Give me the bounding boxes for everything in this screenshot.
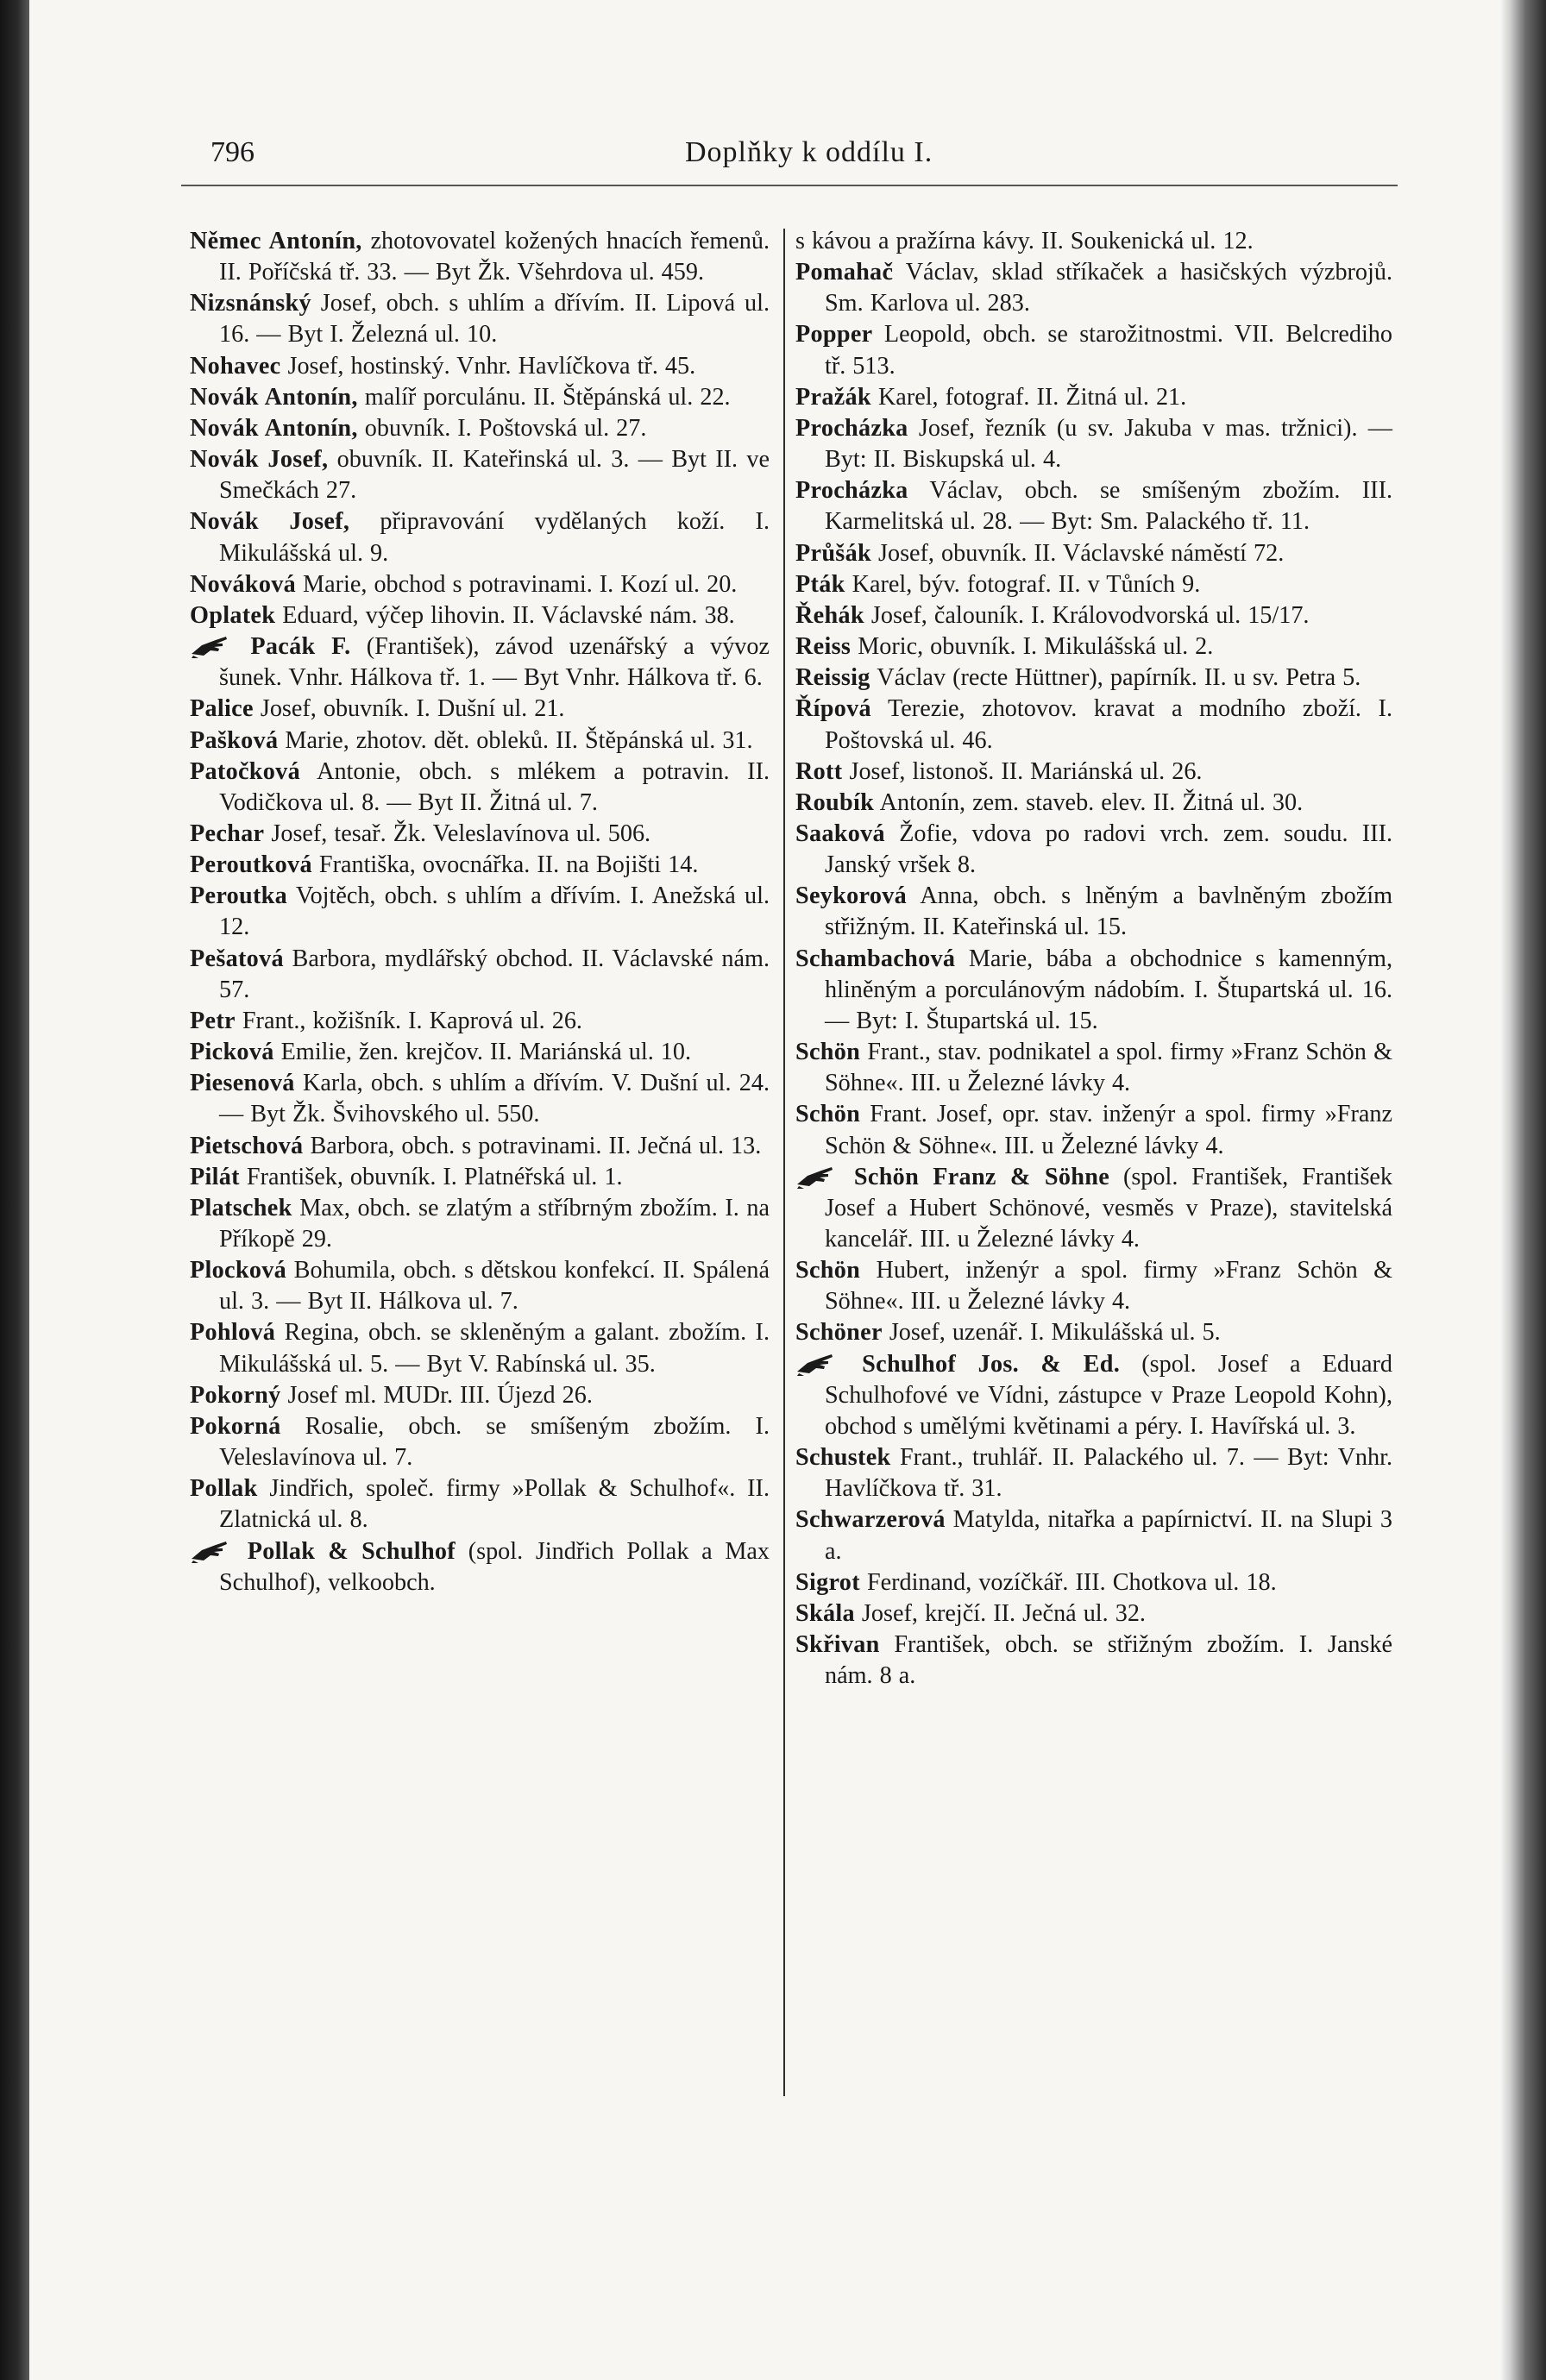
header-rule (181, 185, 1398, 186)
directory-entry (190, 444, 770, 506)
directory-entry (795, 788, 1392, 819)
entry-details: Josef, uzenář. I. Mikulášská ul. 5. (889, 1319, 1221, 1347)
entry-details: Karel, býv. fotograf. II. v Tůních 9. (852, 570, 1201, 598)
entry-details: Barbora, obch. s potravinami. II. Ječná ul. 13. (310, 1132, 762, 1159)
entry-name: Procházka (795, 414, 908, 442)
directory-entry (795, 1630, 1392, 1692)
entry-details: Antonín, zem. staveb. elev. II. Žitná ul. 30. (879, 788, 1304, 816)
directory-entry (795, 757, 1392, 788)
entry-details: Josef, hostinský. Vnhr. Havlíčkova tř. 45. (287, 352, 696, 380)
entry-name: Reissig (795, 664, 870, 692)
scan-shadow-right (1501, 0, 1546, 2380)
entry-details: Jindřich, společ. firmy »Pollak & Schulhof«. II. Zlatnická ul. 8. (219, 1475, 770, 1534)
entry-details: obuvník. II. Kateřinská ul. 3. — Byt II. ve Smečkách 27. (219, 446, 770, 505)
entry-details: připravování vydělaných koží. I. Mikulášská ul. 9. (219, 508, 770, 567)
entry-name: Průšák (795, 539, 871, 567)
running-head (211, 129, 1418, 181)
entry-name: Rott (795, 757, 843, 785)
entry-details: Regina, obch. se skleněným a galant. zbožím. I. Mikulášská ul. 5. — Byt V. Rabínská ul. 35. (219, 1319, 770, 1378)
entry-name: Nizsnánský (190, 290, 311, 317)
directory-entry (190, 1255, 770, 1317)
entry-name: Platschek (190, 1194, 292, 1221)
entry-name: Schön (795, 1039, 861, 1066)
entry-name: Novák Josef, (190, 446, 329, 474)
entry-name: Pokorná (190, 1412, 281, 1440)
directory-entry (795, 1567, 1392, 1598)
directory-entry (795, 881, 1392, 943)
entry-details: František, obuvník. I. Platnéřská ul. 1. (246, 1163, 623, 1190)
directory-entry (190, 757, 770, 819)
directory-entry (190, 600, 770, 631)
entry-details: Josef, listonoš. II. Mariánská ul. 26. (849, 757, 1203, 785)
entry-name: Novák Antonín, (190, 414, 358, 442)
directory-entry (190, 850, 770, 881)
entry-name: Reiss (795, 633, 852, 661)
directory-entry (190, 1193, 770, 1255)
entry-name: Schambachová (795, 945, 956, 972)
directory-entry (190, 382, 770, 413)
entry-name: Pietschová (190, 1132, 304, 1159)
directory-entry (795, 1442, 1392, 1504)
directory-entry (795, 257, 1392, 319)
entry-details: Václav, sklad stříkaček a hasičských výzbrojů. Sm. Karlova ul. 283. (825, 259, 1393, 317)
directory-entry (190, 1068, 770, 1130)
entry-details: Antonie, obch. s mlékem a potravin. II. Vodičkova ul. 8. — Byt II. Žitná ul. 7. (219, 757, 770, 816)
entry-name: Schöner (795, 1319, 883, 1347)
entry-name: Schustek (795, 1444, 891, 1472)
entry-details: Vojtěch, obch. s uhlím a dřívím. I. Anežská ul. 12. (219, 882, 770, 941)
entry-name: Novák Josef, (190, 508, 350, 536)
directory-entry (190, 1473, 770, 1535)
directory-entry (795, 413, 1392, 475)
entry-details: (spol. František, František Josef a Hubert Schönové, vesměs v Praze), stavitelská kancelář. III. u Železné lávky 4. (825, 1163, 1393, 1253)
entry-name: Pták (795, 570, 845, 598)
entry-name: Sigrot (795, 1568, 860, 1596)
directory-entry (795, 631, 1392, 663)
entry-name: Saaková (795, 819, 885, 847)
directory-entry (795, 1504, 1392, 1567)
scan-shadow-left (0, 0, 29, 2380)
directory-entry (795, 475, 1392, 537)
entry-name: Pokorný (190, 1381, 281, 1409)
directory-entry (795, 1162, 1392, 1255)
pointing-hand-icon (190, 633, 229, 659)
directory-entry (795, 319, 1392, 381)
entry-details: Josef ml. MUDr. III. Újezd 26. (287, 1381, 593, 1409)
pointing-hand-icon (190, 1538, 229, 1564)
directory-entry (190, 1037, 770, 1068)
section-title: Doplňky k oddílu I. (685, 136, 933, 168)
entry-name: Piesenová (190, 1070, 295, 1097)
entry-details: Žofie, vdova po radovi vrch. zem. soudu. III. Janský vršek 8. (825, 819, 1392, 879)
entry-name: Oplatek (190, 601, 276, 629)
entry-details: zhotovovatel kožených hnacích řemenů. II. Poříčská tř. 33. — Byt Žk. Všehrdova ul. 459. (219, 228, 770, 286)
left-column (190, 226, 770, 1598)
page-number: 796 (211, 136, 255, 168)
entry-details: Max, obch. se zlatým a stříbrným zbožím. I. na Příkopě 29. (219, 1194, 770, 1253)
directory-entry (190, 1006, 770, 1037)
entry-name: Řehák (795, 601, 864, 629)
entry-details: František, obch. se střižným zbožím. I. Janské nám. 8 a. (825, 1631, 1392, 1690)
directory-entry (190, 506, 770, 568)
directory-entry (190, 413, 770, 444)
entry-details: Leopold, obch. se starožitnostmi. VII. Belcrediho tř. 513. (825, 321, 1392, 380)
directory-entry (190, 631, 770, 694)
entry-name: Novák Antonín, (190, 383, 358, 411)
entry-name: Schön Franz & Söhne (853, 1163, 1110, 1190)
entry-name: Nováková (190, 570, 296, 598)
directory-entry (795, 382, 1392, 413)
entry-name: Pollak (190, 1475, 258, 1503)
entry-name: Petr (190, 1007, 236, 1034)
entry-name: Schulhof Jos. & Ed. (862, 1350, 1121, 1378)
directory-entry (190, 288, 770, 350)
entry-details: Hubert, inženýr a spol. firmy »Franz Schön & Söhne«. III. u Železné lávky 4. (825, 1257, 1392, 1316)
entry-name: Nohavec (190, 352, 281, 380)
entry-name: Pašková (190, 726, 279, 754)
entry-details: Emilie, žen. krejčov. II. Mariánská ul. 10. (280, 1039, 692, 1066)
directory-entry (795, 1349, 1392, 1442)
entry-name: Peroutková (190, 851, 312, 879)
entry-name: Pilát (190, 1163, 240, 1190)
directory-entry (190, 226, 770, 288)
entry-details: Františka, ovocnářka. II. na Bojišti 14. (318, 851, 699, 879)
entry-details: Josef, tesař. Žk. Veleslavínova ul. 506. (271, 819, 651, 847)
entry-details: Frant., truhlář. II. Palackého ul. 7. — Byt: Vnhr. Havlíčkova tř. 31. (825, 1444, 1392, 1503)
entry-details: Josef, obuvník. I. Dušní ul. 21. (260, 695, 565, 723)
directory-entry (795, 600, 1392, 631)
entry-name: Picková (190, 1039, 274, 1066)
entry-details: Frant., kožišník. I. Kaprová ul. 26. (242, 1007, 582, 1034)
entry-details: Josef, krejčí. II. Ječná ul. 32. (861, 1599, 1146, 1627)
entry-name: Němec Antonín, (190, 228, 362, 254)
entry-details: Rosalie, obch. se smíšeným zbožím. I. Veleslavínova ul. 7. (219, 1412, 770, 1472)
entry-name: Procházka (795, 477, 908, 505)
column-divider (783, 229, 785, 2096)
entry-name: Plocková (190, 1257, 287, 1284)
entry-details: Matylda, nitařka a papírnictví. II. na Slupi 3 a. (825, 1506, 1392, 1565)
directory-entry (795, 663, 1392, 694)
directory-entry (190, 694, 770, 725)
directory-entry (190, 1411, 770, 1473)
entry-name: Palice (190, 695, 254, 723)
entry-details: (František), závod uzenářský a vývoz šunek. Vnhr. Hálkova tř. 1. — Byt Vnhr. Hálkova tř. 6. (219, 633, 770, 692)
pointing-hand-icon (795, 1351, 835, 1377)
directory-entry (795, 1255, 1392, 1317)
entry-details: Josef, čalouník. I. Královodvorská ul. 15/17. (870, 601, 1310, 629)
entry-name: Schön (795, 1257, 861, 1284)
directory-entry (190, 1380, 770, 1411)
entry-details: Ferdinand, vozíčkář. III. Chotkova ul. 18. (866, 1568, 1277, 1596)
entry-details: Marie, obchod s potravinami. I. Kozí ul. 20. (303, 570, 738, 598)
directory-entry (795, 226, 1392, 257)
directory-entry (190, 1317, 770, 1379)
directory-entry (190, 725, 770, 757)
entry-details: Karel, fotograf. II. Žitná ul. 21. (877, 383, 1187, 411)
directory-entry (795, 1037, 1392, 1099)
entry-details: Václav (recte Hüttner), papírník. II. u sv. Petra 5. (877, 664, 1361, 692)
entry-name: Pomahač (795, 259, 894, 286)
entry-name: Pohlová (190, 1319, 276, 1347)
entry-details: Václav, obch. se smíšeným zbožím. III. Karmelitská ul. 28. — Byt: Sm. Palackého tř. 11. (825, 477, 1393, 536)
entry-name: Schön (795, 1101, 861, 1128)
directory-entry (795, 1598, 1392, 1630)
entry-details: Moric, obuvník. I. Mikulášská ul. 2. (858, 633, 1214, 661)
directory-entry (190, 944, 770, 1006)
entry-details: Josef, obch. s uhlím a dřívím. II. Lipová ul. 16. — Byt I. Železná ul. 10. (219, 290, 770, 349)
directory-entry (795, 694, 1392, 756)
entry-details: Josef, obuvník. II. Václavské náměstí 72. (878, 539, 1285, 567)
entry-name: Pešatová (190, 945, 284, 972)
directory-entry (190, 569, 770, 600)
directory-entry (795, 538, 1392, 569)
entry-details: Frant. Josef, opr. stav. inženýr a spol. firmy »Franz Schön & Söhne«. III. u Železné lávky 4. (825, 1101, 1392, 1159)
directory-entry (795, 944, 1392, 1037)
entry-details: (spol. Jindřich Pollak a Max Schulhof), velkoobch. (219, 1537, 770, 1596)
directory-entry (190, 351, 770, 382)
entry-name: Pechar (190, 819, 265, 847)
entry-details: Bohumila, obch. s dětskou konfekcí. II. Spálená ul. 3. — Byt II. Hálkova ul. 7. (219, 1257, 770, 1316)
entry-details: malíř porculánu. II. Štěpánská ul. 22. (364, 383, 731, 411)
directory-entry (795, 1099, 1392, 1161)
entry-details: Frant., stav. podnikatel a spol. firmy »Franz Schön & Söhne«. III. u Železné lávky 4. (825, 1039, 1392, 1097)
entry-name: Popper (795, 321, 873, 349)
directory-entry (190, 819, 770, 850)
entry-details: Barbora, mydlářský obchod. II. Václavské nám. 57. (219, 945, 770, 1003)
directory-entry (190, 1536, 770, 1598)
entry-details: Terezie, zhotovov. kravat a modního zboží. I. Poštovská ul. 46. (825, 695, 1392, 754)
directory-entry (190, 881, 770, 943)
entry-name: Roubík (795, 788, 875, 816)
directory-entry (190, 1162, 770, 1193)
entry-name: Pollak & Schulhof (247, 1537, 456, 1565)
right-column (795, 226, 1392, 1692)
directory-entry (190, 1131, 770, 1162)
entry-details: Eduard, výčep lihovin. II. Václavské nám. 38. (282, 601, 735, 629)
directory-entry (795, 569, 1392, 600)
entry-details: Marie, bába a obchodnice s kamenným, hliněným a porculánovým nádobím. I. Štupartská ul. 16. — Byt: I. Štupartská ul. 15. (825, 945, 1392, 1034)
entry-details: (spol. Josef a Eduard Schulhofové ve Vídni, zástupce v Praze Leopold Kohn), obchod s umělými květinami a péry. I. Havířská ul. 3. (825, 1350, 1393, 1440)
entry-name: Patočková (190, 757, 300, 785)
entry-details: Karla, obch. s uhlím a dřívím. V. Dušní ul. 24. — Byt Žk. Švihovského ul. 550. (219, 1070, 770, 1128)
entry-details: Josef, řezník (u sv. Jakuba v mas. tržnici). — Byt: II. Biskupská ul. 4. (825, 414, 1392, 474)
pointing-hand-icon (795, 1164, 835, 1190)
directory-entry (795, 1317, 1392, 1348)
directory-entry (795, 819, 1392, 881)
entry-name: Řípová (795, 695, 871, 723)
entry-name: Pacák F. (250, 633, 351, 661)
entry-name: Schwarzerová (795, 1506, 946, 1534)
entry-details: s kávou a pražírna kávy. II. Soukenická ul. 12. (795, 228, 1254, 254)
entry-details: Anna, obch. s lněným a bavlněným zbožím střižným. II. Kateřinská ul. 15. (825, 882, 1392, 941)
entry-details: Marie, zhotov. dět. obleků. II. Štěpánská ul. 31. (285, 726, 753, 754)
entry-details: obuvník. I. Poštovská ul. 27. (364, 414, 647, 442)
entry-name: Skála (795, 1599, 855, 1627)
entry-name: Seykorová (795, 882, 908, 910)
entry-name: Skřivan (795, 1631, 880, 1659)
entry-name: Pražák (795, 383, 871, 411)
entry-name: Peroutka (190, 882, 288, 910)
